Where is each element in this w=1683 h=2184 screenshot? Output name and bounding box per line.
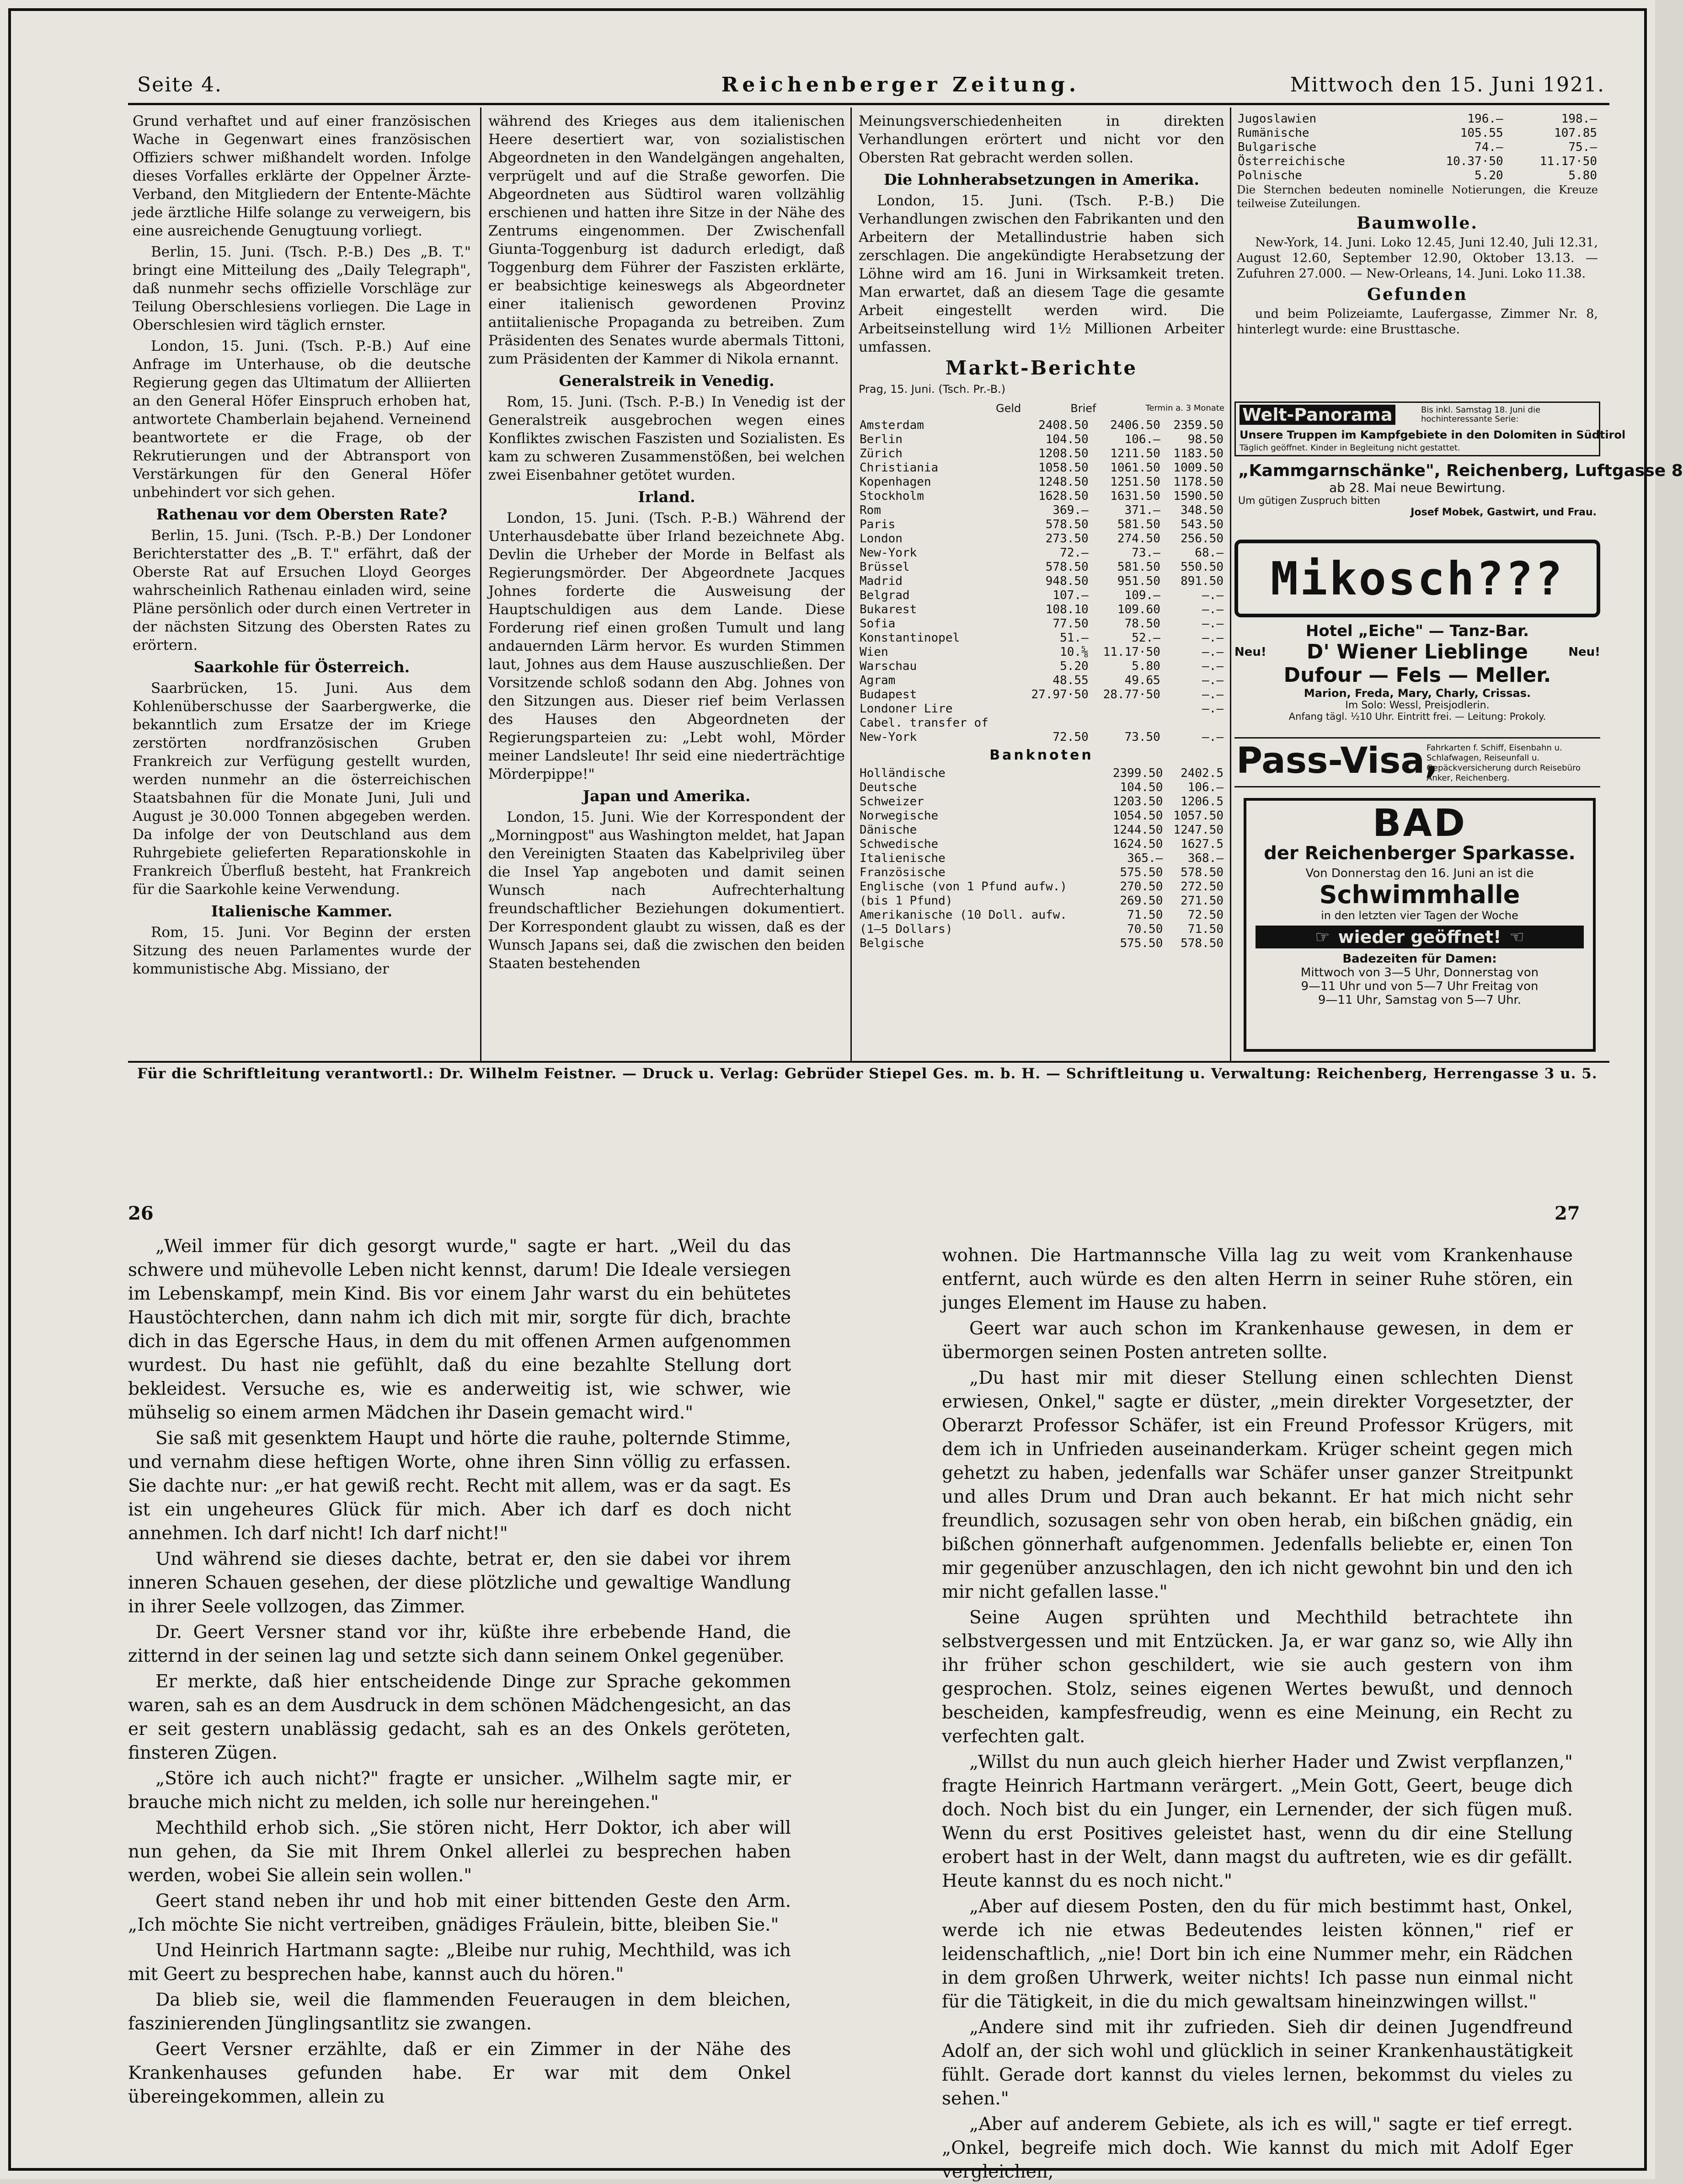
- row-value: 49.65: [1124, 674, 1160, 687]
- row-value: 1244.50: [1112, 823, 1163, 837]
- novel-paragraph: wohnen. Die Hartmannsche Villa lag zu weit vom Krankenhause entfernt, auch würde es den alten Herrn in seiner Ruhe stören, ein junges Element im Hause zu haben.: [942, 1245, 1573, 1313]
- row-value: 371.—: [1124, 503, 1160, 517]
- ad-eiche-names: Dufour — Fels — Meller.: [1283, 664, 1551, 687]
- banknote-row: [859, 795, 1224, 809]
- article-paragraph: Saarbrücken, 15. Juni. Aus dem Kohlenüberschusse der Saarbergwerke, die bekanntlich zum Ersatze der im Kriege zerstörten nordfranzösischen Gruben Frankreich zur Verfügung gestellt wurden, werden nunmehr an die österreichischen Staatsbahnen für die Monate Juni, Juli und August je 30.000 Tonnen abgegeben werden. Da infolge der von Deutschland aus dem Ruhrgebiete gelieferten Reparationskohle in Frankreich Überfluß besteht, hat Frankreich für die Saarkohle keine Verwendung.: [133, 680, 471, 898]
- page-number-label: Seite 4.: [137, 73, 222, 96]
- row-value: 1590.50: [1173, 489, 1224, 503]
- row-label: Madrid: [860, 574, 903, 588]
- exchange-rate-row: [859, 461, 1224, 475]
- row-label: Christiania: [860, 461, 939, 475]
- row-value: 72.50: [1187, 908, 1224, 922]
- ad-pass-visa: [1234, 737, 1600, 787]
- row-label: Berlin: [860, 433, 903, 446]
- row-value: 581.50: [1117, 560, 1160, 574]
- ad-eiche-names2: Marion, Freda, Mary, Charly, Crissas.: [1304, 687, 1531, 700]
- ad-bad-title: BAD: [1372, 802, 1467, 845]
- article-paragraph: London, 15. Juni. (Tsch. P.-B.) Auf eine Anfrage im Unterhause, ob die deutsche Regierung gegen das Ultimatum der Alliierten an den General Höfer Einspruch erhoben hat, antwortete Chamberlain bejahend. Verneinend beantwortete er die Frage, ob der Rekrutierungen und der Abtransport von Verstärkungen für den General Höfer unbehindert vor sich gehen.: [133, 338, 471, 501]
- article-heading: Irland.: [638, 488, 695, 506]
- article-heading: Italienische Kammer.: [211, 902, 393, 920]
- row-label: New-York: [860, 546, 917, 560]
- found-heading: Gefunden: [1367, 285, 1468, 304]
- row-value: 71.50: [1127, 908, 1163, 922]
- header-rule: [128, 103, 1609, 105]
- cotton-report: New-York, 14. Juni. Loko 12.45, Juni 12.40, Juli 12.31, August 12.60, September 12.90, Oktober 13.13. — Zufuhren 27.000. — New-Orleans, 14. Juni. Loko 11.38.: [1237, 236, 1598, 281]
- row-value: —.—: [1202, 645, 1224, 659]
- row-value: 891.50: [1181, 574, 1224, 588]
- novel-paragraph: Geert stand neben ihr und hob mit einer bittenden Geste den Arm. „Ich möchte Sie nicht vertreiben, gnädiges Fräulein, bitte, bleiben Sie.": [128, 1891, 791, 1935]
- row-value: 5.80: [1568, 169, 1597, 182]
- row-label: Rumänische: [1238, 126, 1309, 140]
- row-value: 5.20: [1475, 169, 1503, 182]
- row-value: [1018, 702, 1090, 716]
- row-value: —.—: [1202, 674, 1224, 687]
- row-value: 10.37·50: [1446, 155, 1503, 168]
- exchange-rate-row: [859, 589, 1224, 603]
- row-value: 368.—: [1187, 851, 1224, 865]
- row-value: 78.50: [1124, 617, 1160, 631]
- row-value: 27.97·50: [1031, 688, 1089, 701]
- exchange-rate-row: [859, 546, 1224, 560]
- ad-bad-hall: Schwimmhalle: [1319, 880, 1520, 909]
- row-value: 77.50: [1053, 617, 1089, 631]
- column-rule: [480, 107, 481, 1061]
- row-label: Paris: [860, 518, 896, 531]
- row-label: Deutsche: [860, 781, 917, 794]
- exchange-rate-table: [859, 418, 1224, 744]
- row-label: Brüssel: [860, 560, 910, 574]
- row-value: 1211.50: [1110, 447, 1160, 460]
- exchange-rate-row: [859, 716, 1224, 730]
- novel-page-left: [128, 1235, 791, 2126]
- newspaper-title: Reichenberger Zeitung.: [721, 73, 1080, 96]
- row-value: 575.50: [1120, 937, 1163, 950]
- row-value: 51.—: [1060, 631, 1089, 645]
- row-value: 1058.50: [1038, 461, 1089, 475]
- ad-welt-text: Unsere Truppen im Kampfgebiete in den Dolomiten in Südtirol: [1240, 428, 1626, 441]
- exchange-rate-row: [859, 730, 1224, 744]
- row-label: Schwedische: [860, 837, 939, 851]
- row-value: 109.—: [1124, 589, 1160, 602]
- row-value: 270.50: [1120, 880, 1163, 894]
- novel-paragraph: „Aber auf anderem Gebiete, als ich es will," sagte er tief erregt. „Onkel, begreife mich doch. Wie kannst du mich mit Adolf Eger vergleichen,: [942, 2114, 1573, 2182]
- row-value: 1009.50: [1173, 461, 1224, 475]
- row-value: —.—: [1202, 589, 1224, 602]
- row-value: 71.50: [1187, 922, 1224, 936]
- row-value: 1061.50: [1110, 461, 1160, 475]
- novel-paragraph: Dr. Geert Versner stand vor ihr, küßte ihre erbebende Hand, die zitternd in der seinen lag und setzte sich dann seinem Onkel gegenüber.: [128, 1622, 791, 1666]
- exchange-rate-row: [859, 688, 1224, 702]
- row-label: Dänische: [860, 823, 917, 837]
- ad-welt-title: Welt-Panorama: [1240, 405, 1395, 425]
- novel-paragraph: Geert Versner erzählte, daß er ein Zimmer in der Nähe des Krankenhauses gefunden habe. Er war mit dem Onkel übereingekommen, allein zu: [128, 2039, 791, 2107]
- novel-page-number-left: 26: [128, 1203, 154, 1224]
- novel-paragraph: Seine Augen sprühten und Mechthild betrachtete ihn selbstvergessen und mit Entzücken. Ja, er war ganz so, wie Ally ihn ihr früher schon geschildert, wie sie auch gestern von ihm gesprochen. Stolz, seines eigenen Wertes bewußt, und dennoch bescheiden, kampfesfreudig, wenn es eine Meinung, ein Recht zu verfechten galt.: [942, 1607, 1573, 1747]
- novel-page-right: [942, 1244, 1573, 2182]
- row-value: 365.—: [1127, 851, 1163, 865]
- novel-paragraph: Und Heinrich Hartmann sagte: „Bleibe nur ruhig, Mechthild, was ich mit Geert zu besprechen habe, kannst auch du hören.": [128, 1940, 791, 1985]
- row-value: 2406.50: [1110, 418, 1160, 432]
- banknotes-table: [859, 766, 1224, 951]
- ad-eiche-line: Hotel „Eiche" — Tanz-Bar.: [1305, 622, 1529, 640]
- row-value: 575.50: [1120, 866, 1163, 879]
- row-value: 1208.50: [1038, 447, 1089, 460]
- exchange-rate-row: [859, 418, 1224, 433]
- row-value: 70.50: [1127, 922, 1163, 936]
- row-label: (bis 1 Pfund): [860, 894, 953, 908]
- found-notice: und beim Polizeiamte, Laufergasse, Zimmer Nr. 8, hinterlegt wurde: eine Brusttasche.: [1237, 307, 1598, 337]
- row-value: 578.50: [1045, 518, 1089, 531]
- pointing-hand-icon: ☞: [1315, 927, 1330, 947]
- row-value: 948.50: [1045, 574, 1089, 588]
- ad-kammgarnschaenke: [1234, 460, 1683, 533]
- row-value: 550.50: [1181, 560, 1224, 574]
- novel-paragraph: Mechthild erhob sich. „Sie stören nicht, Herr Doktor, ich aber will nun gehen, da Sie mit Ihrem Onkel allerlei zu besprechen haben werden, wobei Sie allein sein wollen.": [128, 1818, 791, 1886]
- col-termin: Termin a. 3 Monate: [1145, 403, 1224, 413]
- novel-paragraph: Sie saß mit gesenktem Haupt und hörte die rauhe, polternde Stimme, und vernahm diese heftigen Worte, ohne ihren Sinn völlig zu erfassen. Sie dachte nur: „er hat gewiß recht. Recht mit allem, was er da sagt. Es ist ein ungeheures Glück für mich. Aber ich darf es doch nicht annehmen. Ich darf nicht! Ich darf nicht!": [128, 1428, 791, 1544]
- article-paragraph: Rom, 15. Juni. Vor Beginn der ersten Sitzung des neuen Parlamentes wurde der kommunistische Abg. Missiano, der: [133, 924, 471, 977]
- row-label: Rom: [860, 503, 881, 517]
- ad-pass-side: Fahrkarten f. Schiff, Eisenbahn u. Schlafwagen, Reiseunfall u. Gepäckversicherung durch Reisebüro Anker, Reichenberg.: [1427, 743, 1581, 783]
- banknote-row: [859, 851, 1224, 866]
- ad-kammgarn-sub: ab 28. Mai neue Bewirtung.: [1329, 480, 1506, 495]
- ad-eiche-title: D' Wiener Lieblinge: [1306, 640, 1528, 664]
- row-value: 52.—: [1132, 631, 1160, 645]
- ad-bad-hours-3: 9—11 Uhr, Samstag von 5—7 Uhr.: [1318, 993, 1522, 1007]
- article-paragraph: London, 15. Juni. Wie der Korrespondent der „Morningpost" aus Washington meldet, hat Japan den Vereinigten Staaten das Kabelprivileg über die Insel Yap angeboten und damit seinen Wunsch nach Aufrechterhaltung freundschaftlicher Beziehungen dokumentiert. Der Korrespondent glaubt zu wissen, daß es der Wunsch Japans sei, daß die zwischen den beiden Staaten bestehenden: [488, 809, 845, 972]
- row-value: 104.50: [1120, 781, 1163, 794]
- column-rule: [1230, 107, 1231, 1061]
- ad-pass-title: Pass-Visa,: [1236, 740, 1438, 782]
- row-value: 256.50: [1181, 532, 1224, 546]
- row-value: 269.50: [1120, 894, 1163, 908]
- market-note: Die Sternchen bedeuten nominelle Notierungen, die Kreuze teilweise Zuteilungen.: [1237, 183, 1598, 210]
- row-value: 951.50: [1117, 574, 1160, 588]
- row-value: 74.—: [1475, 140, 1503, 154]
- row-value: 68.—: [1195, 546, 1224, 560]
- article-paragraph: Meinungsverschiedenheiten in direkten Verhandlungen erörtert und nicht vor den Obersten Rat gebracht werden sollen.: [859, 113, 1224, 166]
- row-value: 48.55: [1053, 674, 1089, 687]
- row-label: Belgische: [860, 937, 924, 950]
- row-value: 11.17·50: [1539, 155, 1597, 168]
- novel-paragraph: „Störe ich auch nicht?" fragte er unsicher. „Wilhelm sagte mir, er brauche mich nicht zu melden, ich solle nur hereingehen.": [128, 1768, 791, 1813]
- ad-eiche-solo: Im Solo: Wessl, Preisjodlerin.: [1345, 700, 1490, 711]
- banknote-row: [859, 880, 1224, 894]
- row-value: 2399.50: [1112, 766, 1163, 780]
- row-label: Budapest: [860, 688, 917, 701]
- exchange-rate-row: [859, 574, 1224, 589]
- news-column-3: [859, 112, 1224, 1049]
- row-value: 1627.5: [1181, 837, 1224, 851]
- row-label: Bulgarische: [1238, 140, 1317, 154]
- banknote-row: [859, 908, 1224, 922]
- row-value: [1161, 716, 1224, 730]
- article-heading: Generalstreik in Venedig.: [559, 372, 775, 390]
- exchange-rate-row: [859, 560, 1224, 574]
- row-value: 2402.5: [1181, 766, 1224, 780]
- row-label: Zürich: [860, 447, 903, 460]
- row-value: 272.50: [1181, 880, 1224, 894]
- novel-paragraph: Und während sie dieses dachte, betrat er, den sie dabei vor ihrem inneren Schauen gesehen, der diese plötzliche und gewaltige Wandlung in ihrer Seele vollzogen, das Zimmer.: [128, 1549, 791, 1617]
- row-value: 578.50: [1181, 937, 1224, 950]
- row-value: 73.—: [1132, 546, 1160, 560]
- market-report-header: [859, 380, 1224, 398]
- row-value: 104.50: [1045, 433, 1089, 446]
- exchange-rate-row: [859, 631, 1224, 645]
- novel-page-number-right: 27: [1555, 1203, 1580, 1224]
- row-value: [1090, 702, 1161, 716]
- row-label: Polnische: [1238, 169, 1302, 182]
- row-value: [1018, 716, 1090, 730]
- row-label: Bukarest: [860, 603, 917, 616]
- banknote-row: [859, 894, 1224, 908]
- row-value: 5.20: [1060, 659, 1089, 673]
- exchange-rate-row: [859, 532, 1224, 546]
- row-value: —.—: [1202, 659, 1224, 673]
- row-label: Norwegische: [860, 809, 939, 823]
- row-value: 581.50: [1117, 518, 1160, 531]
- row-value: 196.—: [1467, 112, 1503, 126]
- exchange-rate-row: [859, 603, 1224, 617]
- banknote-row: [859, 781, 1224, 795]
- banknote-row: [1237, 155, 1598, 169]
- ad-mikosch: [1234, 540, 1600, 617]
- banknote-row: [1237, 140, 1598, 155]
- row-value: 72.—: [1060, 546, 1089, 560]
- ad-eiche-new-left: Neu!: [1234, 645, 1266, 659]
- row-value: 578.50: [1181, 866, 1224, 879]
- row-value: 1631.50: [1110, 489, 1160, 503]
- article-heading: Die Lohnherabsetzungen in Amerika.: [884, 171, 1199, 188]
- row-value: 578.50: [1045, 560, 1089, 574]
- row-value: 369.—: [1053, 503, 1089, 517]
- ad-kammgarn-title: „Kammgarnschänke", Reichenberg, Luftgasse 8: [1238, 461, 1683, 480]
- row-value: —.—: [1202, 702, 1224, 716]
- ad-bad-hours-2: 9—11 Uhr und von 5—7 Uhr Freitag von: [1301, 980, 1539, 993]
- row-value: 108.10: [1045, 603, 1089, 616]
- row-value: 1248.50: [1038, 475, 1089, 489]
- ad-bad-open-banner: [1256, 926, 1584, 948]
- row-label: Warschau: [860, 659, 917, 673]
- row-value: 348.50: [1181, 503, 1224, 517]
- exchange-rate-row: [859, 475, 1224, 489]
- row-value: 5.80: [1132, 659, 1160, 673]
- footer-rule: [128, 1061, 1609, 1063]
- row-value: 28.77·50: [1103, 688, 1160, 701]
- imprint-line: Für die Schriftleitung verantwortl.: Dr. Wilhelm Feistner. — Druck u. Verlag: Gebrüder Stiepel Ges. m. b. H. — Schriftleitung u. Verwaltung: Reichenberg, Herrengasse 3 u. 5.: [137, 1065, 1598, 1082]
- banknote-row: [859, 922, 1224, 937]
- row-label: Agram: [860, 674, 896, 687]
- row-label: Konstantinopel: [860, 631, 960, 645]
- row-value: 10.⅝: [1060, 645, 1089, 659]
- article-paragraph: London, 15. Juni. (Tsch. P.-B.) Die Verhandlungen zwischen den Fabrikanten und den Arbeitern der Metallindustrie haben sich zerschlagen. Die angekündigte Herabsetzung der Löhne wird am 16. Juni in Wirksamkeit treten. Man erwartet, daß an diesem Tage die gesamte Arbeit eingestellt werden wird. Die Arbeitseinstellung wird 1½ Millionen Arbeiter umfassen.: [859, 193, 1224, 355]
- banknote-row: [859, 866, 1224, 880]
- cotton-heading: Baumwolle.: [1357, 214, 1478, 233]
- ad-bad-hours-title: Badezeiten für Damen:: [1342, 952, 1497, 966]
- article-paragraph: während des Krieges aus dem italienischen Heere desertiert war, von sozialistischen Abgeordneten in den Wandelgängen angehalten, verprügelt und auf die Straße geworfen. Die Abgeordneten aus Südtirol waren vollzählig erschienen und hatten ihre Sitze in der Nähe des Zentrums eingenommen. Der Zwischenfall Giunta-Toggenburg ist dadurch erledigt, daß Toggenburg dem Führer der Faszisten erklärte, er beabsichtige keineswegs als Abgeordneter einer italienisch gewordenen Provinz antiitalienische Propaganda zu betreiben. Zum Präsidenten des Senates wurde abermals Tittoni, zum Präsidenten der Kammer di Nikola ernannt.: [488, 113, 845, 367]
- row-value: 11.17·50: [1103, 645, 1160, 659]
- row-value: 2359.50: [1173, 418, 1224, 432]
- row-label: Amsterdam: [860, 418, 924, 432]
- row-value: —.—: [1202, 603, 1224, 616]
- novel-paragraph: Da blieb sie, weil die flammenden Feueraugen in dem bleichen, faszinierenden Jünglingsantlitz sie zwangen.: [128, 1990, 791, 2034]
- banknote-row: [859, 837, 1224, 851]
- banknote-row: [1237, 126, 1598, 140]
- row-value: 543.50: [1181, 518, 1224, 531]
- pointing-hand-icon: ☜: [1509, 927, 1524, 947]
- exchange-rate-row: [859, 433, 1224, 447]
- row-label: Schweizer: [860, 795, 924, 808]
- market-place: Prag, 15. Juni. (Tsch. Pr.-B.): [859, 383, 1006, 396]
- row-label: Belgrad: [860, 589, 910, 602]
- banknote-row: [1237, 112, 1598, 126]
- row-label: Wien: [860, 645, 888, 659]
- exchange-rate-row: [859, 617, 1224, 631]
- column-rule: [850, 107, 852, 1061]
- row-value: 274.50: [1117, 532, 1160, 546]
- ad-eiche-new-right: Neu!: [1568, 645, 1600, 659]
- ad-bad-sparkasse: [1244, 798, 1596, 1052]
- row-label: Französische: [860, 866, 946, 879]
- row-value: 1203.50: [1112, 795, 1163, 808]
- exchange-rate-row: [859, 702, 1224, 716]
- row-label: New-York: [860, 730, 917, 744]
- ad-hotel-eiche: [1234, 622, 1600, 734]
- ad-welt-side: Bis inkl. Samstag 18. Juni die hochinteressante Serie:: [1421, 405, 1541, 424]
- row-value: 98.50: [1187, 433, 1224, 446]
- row-value: 198.—: [1561, 112, 1597, 126]
- exchange-rate-row: [859, 489, 1224, 503]
- market-report-title: Markt-Berichte: [945, 357, 1138, 379]
- banknote-row: [859, 766, 1224, 781]
- news-column-2: [488, 112, 845, 1049]
- row-label: Jugoslawien: [1238, 112, 1317, 126]
- article-heading: Japan und Amerika.: [582, 787, 751, 805]
- article-paragraph: Berlin, 15. Juni. (Tsch. P.-B.) Der Londoner Berichterstatter des „B. T." erfährt, daß der Oberste Rat auf Ersuchen Lloyd Georges wahrscheinlich Rathenau einladen wird, seine Pläne persönlich oder durch einen Vertreter in der nächsten Sitzung des Obersten Rates zu erörtern.: [133, 527, 471, 653]
- row-label: Stockholm: [860, 489, 924, 503]
- extra-banknotes-table: [1237, 112, 1598, 183]
- row-value: —.—: [1202, 730, 1224, 744]
- row-label: Holländische: [860, 766, 946, 780]
- row-label: Kopenhagen: [860, 475, 931, 489]
- row-label: Österreichische: [1238, 155, 1345, 168]
- ad-kammgarn-sign: Josef Mobek, Gastwirt, und Frau.: [1411, 507, 1597, 518]
- row-value: 1057.50: [1173, 809, 1224, 823]
- ad-bad-sub: der Reichenberger Sparkasse.: [1264, 843, 1576, 864]
- row-value: 107.—: [1053, 589, 1089, 602]
- row-value: 106.—: [1187, 781, 1224, 794]
- row-value: 1628.50: [1038, 489, 1089, 503]
- row-value: 1247.50: [1173, 823, 1224, 837]
- col-brief: Brief: [1070, 402, 1096, 415]
- row-label: (1—5 Dollars): [860, 922, 953, 936]
- article-paragraph: Berlin, 15. Juni. (Tsch. P.-B.) Des „B. T." bringt eine Mitteilung des „Daily Telegraph", daß nunmehr sechs offizielle Vorschläge zur Teilung Oberschlesiens vorliegen. Die Lage in Oberschlesien wird täglich ernster.: [133, 244, 471, 333]
- row-value: —.—: [1202, 617, 1224, 631]
- market-columns: [859, 399, 1224, 418]
- row-label: London: [860, 532, 903, 546]
- row-label: Englische (von 1 Pfund aufw.): [860, 880, 1067, 894]
- ad-eiche-foot: Anfang tägl. ½10 Uhr. Eintritt frei. — Leitung: Prokoly.: [1288, 711, 1546, 722]
- row-value: 1206.5: [1181, 795, 1224, 808]
- row-value: —.—: [1202, 688, 1224, 701]
- exchange-rate-row: [859, 518, 1224, 532]
- row-value: 72.50: [1053, 730, 1089, 744]
- row-value: 73.50: [1124, 730, 1160, 744]
- novel-paragraph: Geert war auch schon im Krankenhause gewesen, in dem er übermorgen seinen Posten antreten sollte.: [942, 1318, 1573, 1363]
- banknote-row: [859, 937, 1224, 951]
- row-value: 105.55: [1460, 126, 1503, 140]
- banknote-row: [859, 823, 1224, 837]
- article-paragraph: London, 15. Juni. (Tsch. P.-B.) Während der Unterhausdebatte über Irland bezeichnete Abg. Devlin die Urheber der Morde in Belfast als Regierungsmörder. Der Abgeordnete Jacques Johnes forderte die Ausweisung der Hauptschuldigen aus dem Lande. Diese Forderung rief einen großen Tumult und lang andauernden Lärm hervor. Es wurden Stimmen laut, Johnes aus dem Hause auszuschließen. Der Vorsitzende schloß sodann den Abg. Johnes von den Sitzungen aus. Dieser rief beim Verlassen des Hauses den Abgeordneten der Regierungsparteien zu: „Lebt wohl, Mörder meiner Landsleute! Ihr seid eine niederträchtige Mörderpippe!": [488, 510, 845, 782]
- row-value: —.—: [1202, 631, 1224, 645]
- news-column-1: [133, 112, 471, 1049]
- ad-welt-panorama: [1234, 401, 1626, 456]
- article-heading: Rathenau vor dem Obersten Rate?: [156, 505, 448, 523]
- col-geld: Geld: [996, 402, 1021, 415]
- row-value: 1054.50: [1112, 809, 1163, 823]
- row-label: Amerikanische (10 Doll. aufw.: [860, 908, 1067, 922]
- exchange-rate-row: [859, 503, 1224, 518]
- row-value: 1183.50: [1173, 447, 1224, 460]
- banknotes-title: Banknoten: [989, 747, 1094, 763]
- novel-paragraph: „Weil immer für dich gesorgt wurde," sagte er hart. „Weil du das schwere und mühevolle Leben nicht kennst, darum! Die Ideale versiegen im Lebenskampf, mein Kind. Bis vor einem Jahr warst du ein behütetes Haustöchterchen, dann nahm ich dich mit mir, sorgte für dich, brachte dich in das Egersche Haus, in dem du mit offenen Armen aufgenommen wurdest. Du hast nie gefühlt, daß du eine bezahlte Stellung dort bekleidest. Versuche es, wie es anderweitig ist, wie schwer, wie mühselig so einem armen Mädchen ihr Dasein gemacht wird.": [128, 1236, 791, 1423]
- exchange-rate-row: [859, 674, 1224, 688]
- row-value: 109.60: [1117, 603, 1160, 616]
- banknote-row: [1237, 169, 1598, 183]
- ad-kammgarn-foot: Um gütigen Zuspruch bitten: [1238, 495, 1380, 507]
- row-value: 1251.50: [1110, 475, 1160, 489]
- row-value: 2408.50: [1038, 418, 1089, 432]
- ad-mikosch-title: Mikosch???: [1270, 551, 1565, 605]
- novel-paragraph: „Aber auf diesem Posten, den du für mich bestimmt hast, Onkel, werde ich nie etwas Bedeutendes leisten können," rief er leidenschaftlich, „nie! Dort bin ich eine Nummer mehr, ein Rädchen in dem großen Uhrwerk, weiter nichts! Ich passe nun einmal nicht für die Tätigkeit, in die du mich gewaltsam hineinzwingen willst.": [942, 1896, 1573, 2012]
- row-value: 1624.50: [1112, 837, 1163, 851]
- row-value: 106.—: [1124, 433, 1160, 446]
- row-label: Italienische: [860, 851, 946, 865]
- row-label: Sofia: [860, 617, 896, 631]
- banknote-row: [859, 809, 1224, 823]
- row-value: 75.—: [1568, 140, 1597, 154]
- novel-paragraph: Er merkte, daß hier entscheidende Dinge zur Sprache gekommen waren, sah es an dem Ausdruck in dem schönen Mädchengesicht, an das er seit gestern unablässig gedacht, sah es an des Onkels geröteten, finsteren Zügen.: [128, 1671, 791, 1763]
- ad-welt-sub: Täglich geöffnet. Kinder in Begleitung nicht gestattet.: [1240, 443, 1460, 453]
- exchange-rate-row: [859, 659, 1224, 674]
- article-heading: Saarkohle für Österreich.: [193, 658, 410, 676]
- row-value: 273.50: [1045, 532, 1089, 546]
- novel-paragraph: „Andere sind mit ihr zufrieden. Sieh dir deinen Jugendfreund Adolf an, der sich wohl und glücklich in seiner Krankenhaustätigkeit fühlt. Gerade dort kannst du vieles lernen, bekommst du vieles zu sehen.": [942, 2017, 1573, 2109]
- news-column-4: [1237, 112, 1598, 396]
- exchange-rate-row: [859, 447, 1224, 461]
- novel-paragraph: „Du hast mir mit dieser Stellung einen schlechten Dienst erwiesen, Onkel," sagte er düster, „mein direkter Vorgesetzter, der Oberarzt Professor Schäfer, ist ein Freund Professor Krügers, mit dem ich in Unfrieden auseinanderkam. Krüger scheint gegen mich gehetzt zu haben, jedenfalls war Schäfer unser ganzer Streitpunkt und alles Drum und Dran auch bekannt. Er hat mich nicht sehr freundlich, sozusagen sehr von oben herab, ein bißchen gnädig, ein bißchen gönnerhaft aufgenommen. Jedenfalls beliebte er, einen Ton mir gegenüber anzuschlagen, den ich nicht gewohnt bin und den ich mir nicht gefallen lasse.": [942, 1368, 1573, 1602]
- row-value: [1090, 716, 1161, 730]
- exchange-rate-row: [859, 645, 1224, 659]
- row-value: 107.85: [1554, 126, 1597, 140]
- row-value: 1178.50: [1173, 475, 1224, 489]
- ad-bad-hours-1: Mittwoch von 3—5 Uhr, Donnerstag von: [1300, 966, 1539, 980]
- ad-eiche-row: [1234, 640, 1600, 664]
- article-paragraph: Rom, 15. Juni. (Tsch. P.-B.) In Venedig ist der Generalstreik ausgebrochen wegen eines Konfliktes zwischen Faszisten und Sozialisten. Es kam zu schweren Zusammenstößen, bei welchen zwei Eisenbahner getötet wurden.: [488, 394, 845, 483]
- ad-bad-week: in den letzten vier Tagen der Woche: [1321, 909, 1518, 922]
- row-label: Cabel. transfer of: [860, 716, 988, 730]
- issue-date: Mittwoch den 15. Juni 1921.: [1290, 73, 1605, 96]
- row-value: 271.50: [1181, 894, 1224, 908]
- novel-paragraph: „Willst du nun auch gleich hierher Hader und Zwist verpflanzen," fragte Heinrich Hartmann verärgert. „Mein Gott, Geert, beuge dich doch. Noch bist du ein Junger, ein Lernender, der sich fügen muß. Wenn du erst Positives geleistet hast, wenn du dir eine Stellung erobert hast in der Welt, dann magst du auftreten, wie es dir gefällt. Heute kannst du es noch nicht.": [942, 1752, 1573, 1891]
- article-paragraph: Grund verhaftet und auf einer französischen Wache in Gegenwart eines französischen Offiziers schwer mißhandelt worden. Infolge dieses Vorfalles erklärte der Oppelner Ärzte-Verband, den Mitgliedern der Entente-Mächte jede ärztliche Hilfe solange zu verweigern, bis eine ausreichende Genugtuung vorliegt.: [133, 113, 471, 239]
- ad-bad-open: wieder geöffnet!: [1338, 927, 1501, 947]
- ad-bad-date: Von Donnerstag den 16. Juni an ist die: [1305, 867, 1534, 880]
- row-label: Londoner Lire: [860, 702, 953, 716]
